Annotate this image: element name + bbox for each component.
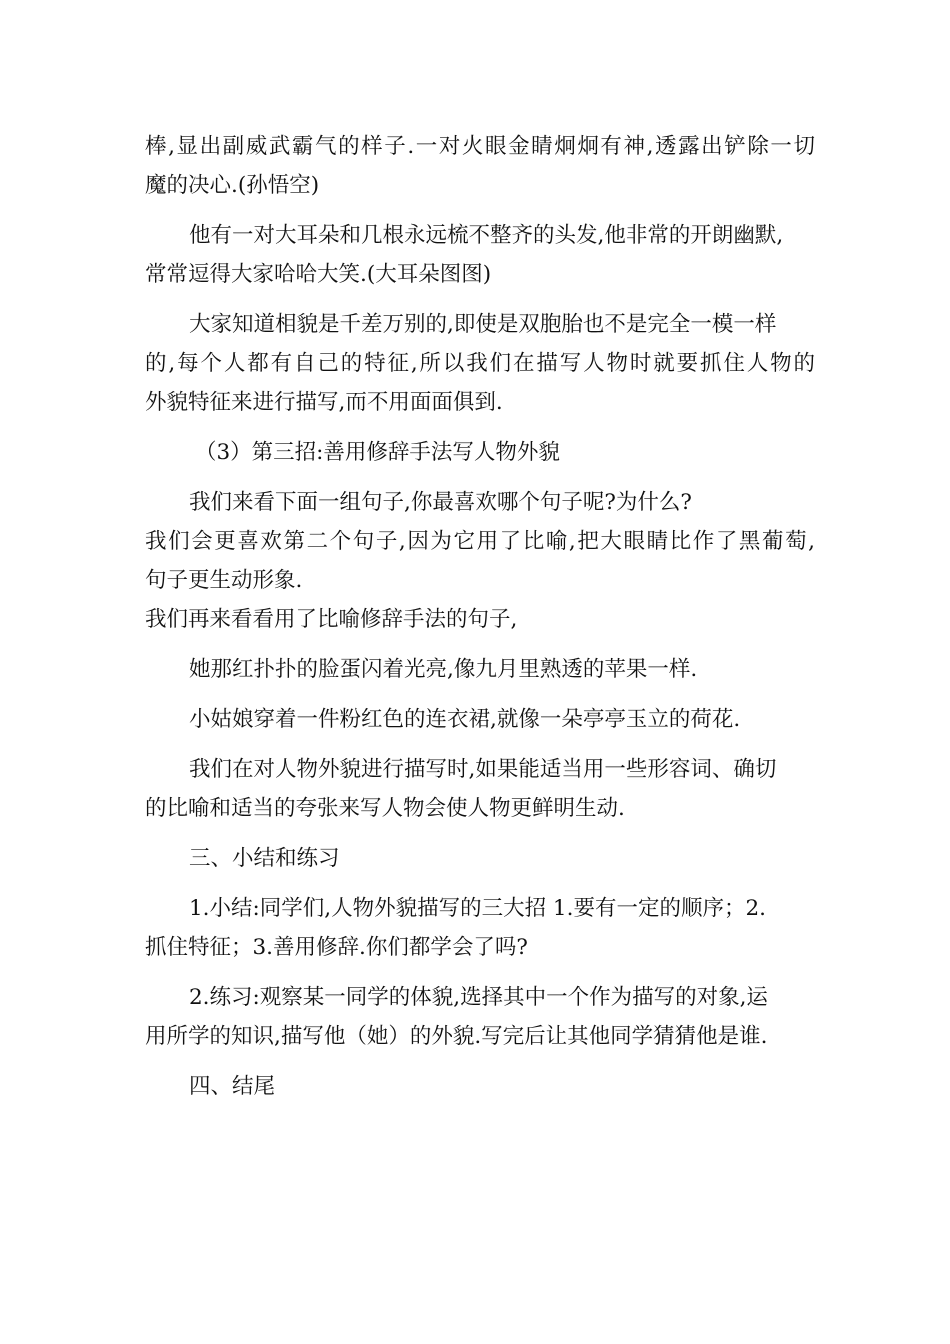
paragraph-recap-line-1: 1.小结:同学们,人物外貌描写的三大招 1.要有一定的顺序；2.: [189, 896, 766, 921]
document-body: [145, 127, 815, 1106]
paragraph-tutu-line-1: 他有一对大耳朵和几根永远梳不整齐的头发,他非常的开朗幽默,: [189, 223, 784, 248]
section-heading-summary-practice: 三、小结和练习: [189, 846, 340, 871]
paragraph-summary-line-2: 的比喻和适当的夸张来写人物会使人物更鲜明生动.: [145, 796, 625, 821]
section-heading-third-move: （3）第三招:善用修辞手法写人物外貌: [195, 440, 560, 465]
paragraph-features-line-3: 外貌特征来进行描写,而不用面面俱到.: [145, 390, 503, 415]
paragraph-features-line-1: 大家知道相貌是千差万别的,即使是双胞胎也不是完全一模一样: [189, 312, 777, 337]
paragraph-metaphor-intro: 我们再来看看用了比喻修辞手法的句子,: [145, 607, 518, 632]
section-heading-ending: 四、结尾: [189, 1074, 276, 1099]
example-sentence-lotus: 小姑娘穿着一件粉红色的连衣裙,就像一朵亭亭玉立的荷花.: [189, 707, 741, 732]
paragraph-sunwukong-line-1: 棒,显出副威武霸气的样子.一对火眼金睛炯炯有神,透露出铲除一切: [145, 134, 815, 159]
paragraph-answer-line-2: 句子更生动形象.: [145, 568, 303, 593]
paragraph-sunwukong-line-2: 魔的决心.(孙悟空): [145, 173, 320, 198]
paragraph-question: 我们来看下面一组句子,你最喜欢哪个句子呢?为什么?: [189, 490, 692, 515]
paragraph-answer-line-1: 我们会更喜欢第二个句子,因为它用了比喻,把大眼睛比作了黑葡萄,: [145, 529, 815, 554]
paragraph-tutu-line-2: 常常逗得大家哈哈大笑.(大耳朵图图): [145, 262, 492, 287]
paragraph-exercise-line-1: 2.练习:观察某一同学的体貌,选择其中一个作为描写的对象,运: [189, 985, 768, 1010]
paragraph-summary-line-1: 我们在对人物外貌进行描写时,如果能适当用一些形容词、确切: [189, 757, 777, 782]
paragraph-features-line-2: 的,每个人都有自己的特征,所以我们在描写人物时就要抓住人物的: [145, 351, 815, 376]
paragraph-exercise-line-2: 用所学的知识,描写他（她）的外貌.写完后让其他同学猜猜他是谁.: [145, 1024, 768, 1049]
paragraph-recap-line-2: 抓住特征；3.善用修辞.你们都学会了吗?: [145, 935, 528, 960]
example-sentence-apple: 她那红扑扑的脸蛋闪着光亮,像九月里熟透的苹果一样.: [189, 657, 698, 682]
